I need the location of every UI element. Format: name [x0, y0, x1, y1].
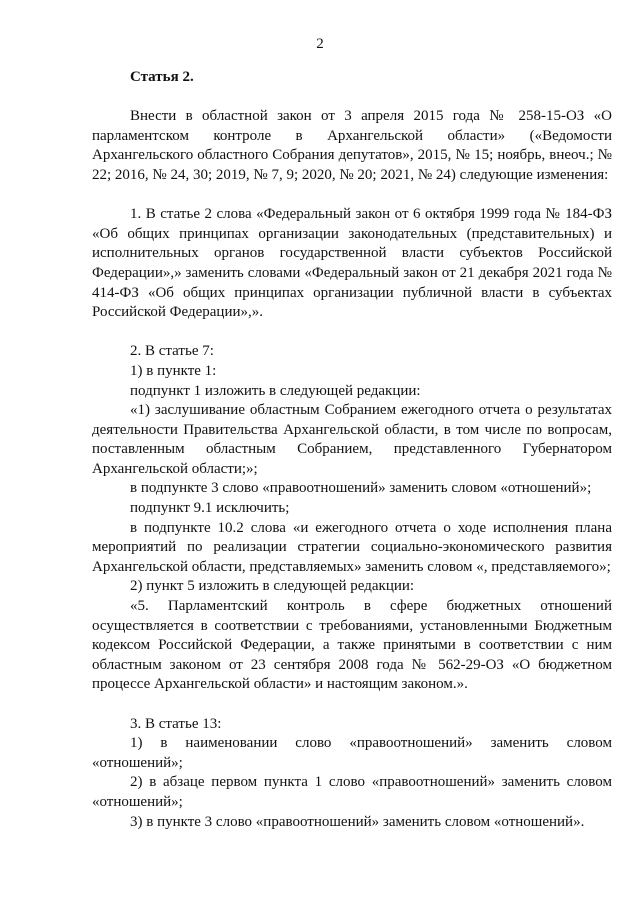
item-1-article-2-paragraph: 1. В статье 2 слова «Федеральный закон от 6 октября 1999 года № 184-ФЗ «Об общих принципах организации законодательных (представительных) и исполнительных органов государственной власти субъектов Российской Федерации»,» заменить словами «Федеральный закон от 21 декабря 2021 года № 414-ФЗ «Об общих принципах организации публичной власти в субъектах Российской Федерации»,».	[92, 206, 612, 321]
document-body	[92, 68, 612, 832]
paragraph-gap	[92, 695, 612, 715]
subpoint-10-2-paragraph: в подпункте 10.2 слова «и ежегодного отчета о ходе исполнения плана мероприятий по реализации стратегии социально-экономического развития Архангельской области, представляемых» заменить словом «, представляемого»;	[92, 519, 612, 575]
item-2-heading: 2. В статье 7:	[130, 343, 214, 360]
item-3-sub-3: 3) в пункте 3 слово «правоотношений» заменить словом «отношений».	[130, 813, 585, 830]
subpoint-1-instruction: подпункт 1 изложить в следующей редакции:	[130, 382, 421, 399]
intro-paragraph: Внести в областной закон от 3 апреля 2015 года № 258-15-ОЗ «О парламентском контроле в Архангельской области» («Ведомости Архангельского областного Собрания депутатов», 2015, № 15; ноябрь, внеоч.; № 22; 2016, № 24, 30; 2019, № 7, 9; 2020, № 20; 2021, № 24) следующие изменения:	[92, 108, 612, 183]
subitem-1-paragraph: 1) в пункте 1:	[130, 362, 217, 379]
subpoint-3-paragraph: в подпункте 3 слово «правоотношений» заменить словом «отношений»;	[130, 480, 592, 497]
subitem-2-paragraph: 2) пункт 5 изложить в следующей редакции:	[130, 578, 415, 595]
item-3-heading: 3. В статье 13:	[130, 715, 222, 732]
subpoint-9-1-paragraph: подпункт 9.1 исключить;	[130, 500, 290, 517]
article-heading: Статья 2.	[130, 69, 194, 85]
item-3-sub-2: 2) в абзаце первом пункта 1 слово «правоотношений» заменить словом «отношений»;	[92, 774, 612, 810]
paragraph-gap	[92, 186, 612, 206]
paragraph-gap	[92, 323, 612, 343]
subpoint-1-new-text: «1) заслушивание областным Собранием ежегодного отчета о результатах деятельности Правительства Архангельской области, в том числе по вопросам, поставленным областным Собранием, представленного Губернатором Архангельской области;»;	[92, 402, 612, 477]
page-number: 2	[316, 36, 324, 52]
point-5-new-text: «5. Парламентский контроль в сфере бюджетных отношений осуществляется в соответствии с требованиями, установленными Бюджетным кодексом Российской Федерации, а также принятыми в соответствии с ним областным законом от 23 сентября 2008 года № 562-29-ОЗ «О бюджетном процессе Архангельской области» и настоящим законом.».	[92, 598, 612, 693]
item-3-sub-1: 1) в наименовании слово «правоотношений» заменить словом «отношений»;	[92, 735, 612, 771]
